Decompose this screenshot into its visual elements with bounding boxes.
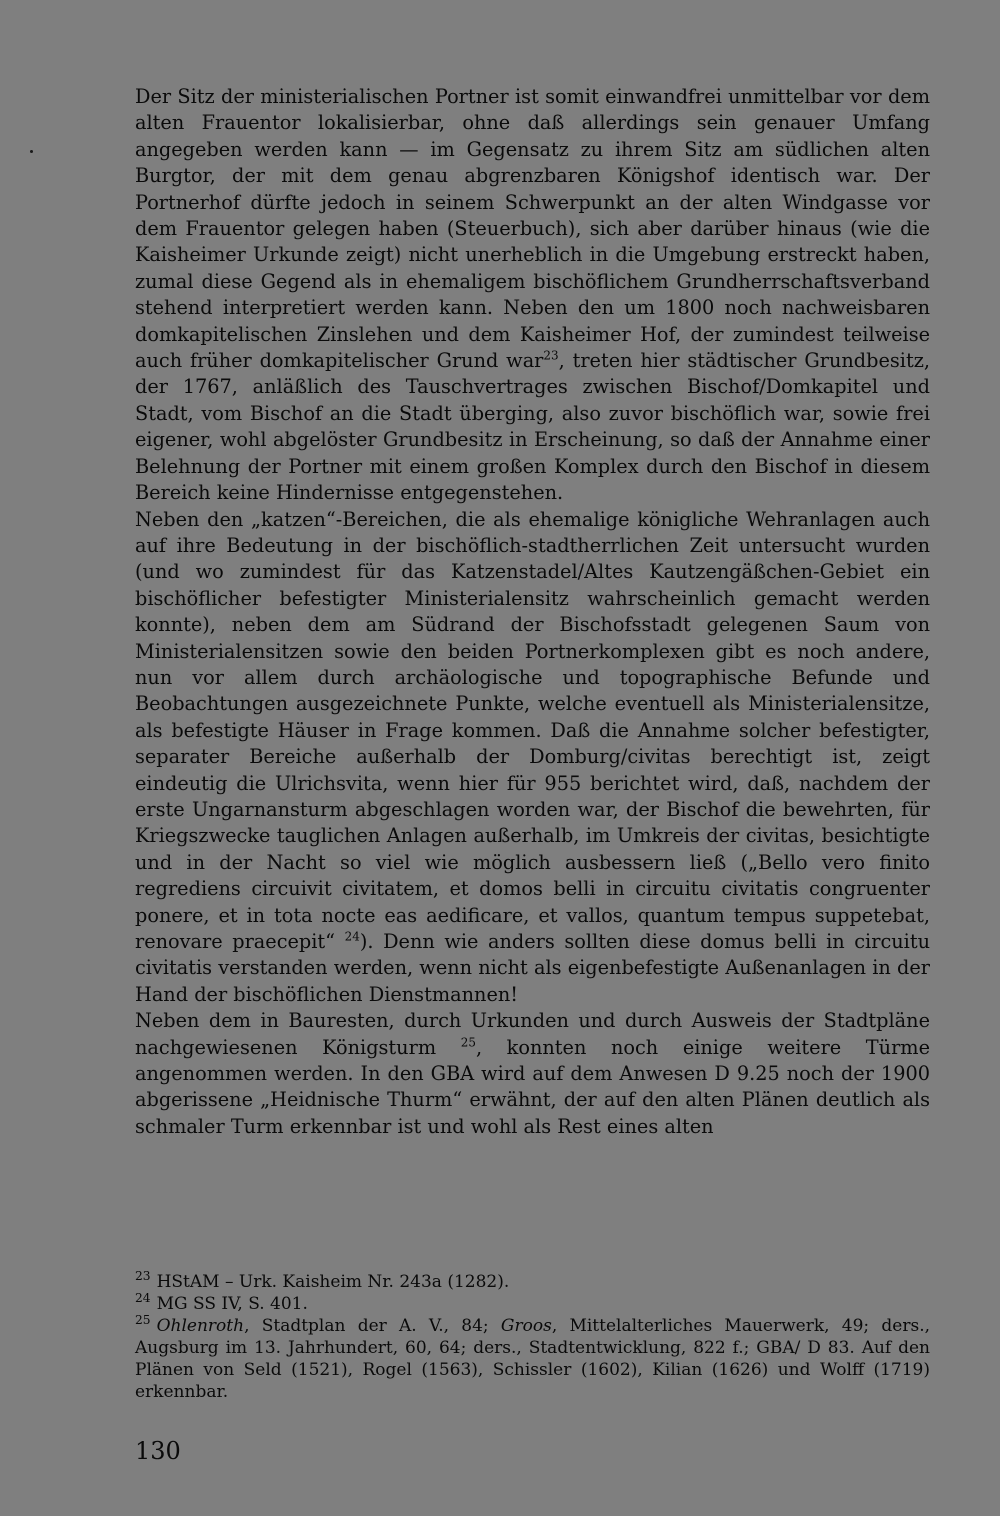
- paragraph-1-continuation: , treten hier städtischer Grundbesitz, der 1767, anläßlich des Tauschvertrages zwischen Bischof/Domkapitel und Stadt, vom Bischof an die Stadt überging, also zuvor bischöflich war, sowie frei eigener, wohl abgelöster Grundbesitz in Erscheinung, so daß der Annahme einer Belehnung der Portner mit einem großen Komplex durch den Bischof in diesem Bereich keine Hindernisse entgegenstehen.: [135, 349, 930, 505]
- paragraph-2: [135, 507, 930, 1009]
- footnote-ref-24: 24: [344, 929, 360, 944]
- footnote-number: 23: [135, 1269, 151, 1284]
- paragraph-2-text: Neben den „katzen“-Bereichen, die als ehemalige königliche Wehranlagen auch auf ihre Bedeutung in der bischöflich-stadtherrlichen Zeit untersucht wurden (und wo zumindest für das Katzenstadel/Altes Kautzengäßchen-Gebiet ein bischöflicher befestigter Ministerialensitz wahrscheinlich gemacht werden konnte), neben dem am Südrand der Bischofsstadt gelegenen Saum von Ministerialensitzen sowie den beiden Portnerkomplexen gibt es noch andere, nun vor allem durch archäologische und topographische Befunde und Beobachtungen ausgezeichnete Punkte, welche eventuell als Ministerialensitze, als befestigte Häuser in Frage kommen. Daß die Annahme solcher befestigter, separater Bereiche außerhalb der Domburg/civitas berechtigt ist, zeigt eindeutig die Ulrichsvita, wenn hier für 955 berichtet wird, daß, nachdem der erste Ungarnansturm abgeschlagen worden war, der Bischof die bewehrten, für Kriegszwecke tauglichen Anlagen außerhalb, im Umkreis der civitas, besichtigte und in der Nacht so viel wie möglich ausbessern ließ („Bello vero finito regrediens circuivit civitatem, et domos belli in circuitu civitatis congruenter ponere, et in tota nocte eas aedificare, et vallos, quantum tempus suppetebat, renovare praecepit“: [135, 507, 930, 953]
- paragraph-3: [135, 1008, 930, 1140]
- scan-speck: [30, 150, 33, 153]
- footnote-text: HStAM – Urk. Kaisheim Nr. 243a (1282).: [156, 1272, 510, 1292]
- paragraph-3-continuation: , konnten noch einige weitere Türme angenommen werden. In den GBA wird auf dem Anwesen D 9.25 noch der 1900 abgerissene „Heidnische Thurm“ erwähnt, der auf den alten Plänen deutlich als schmaler Turm erkennbar ist und wohl als Rest eines alten: [135, 1035, 930, 1138]
- paragraph-2-continuation: ). Denn wie anders sollten diese domus belli in circuitu civitatis verstanden werden, wenn nicht als eigenbefestigte Außenanlagen in der Hand der bischöflichen Dienstmannen!: [135, 930, 930, 1006]
- footnote-author: Ohlenroth: [156, 1316, 245, 1336]
- footnote-ref-25: 25: [460, 1035, 476, 1050]
- page-number: 130: [135, 1437, 181, 1465]
- footnote-text: , Mittelalterliches Mauerwerk, 49; ders., Augsburg im 13. Jahrhundert, 60, 64; ders., Stadtentwicklung, 822 f.; GBA/ D 83. Auf den Plänen von Seld (1521), Rogel (1563), Schissler (1602), Kilian (1626) und Wolff (1719) erkennbar.: [135, 1316, 931, 1402]
- footnote-ref-23: 23: [543, 348, 559, 363]
- footnote-24: [135, 1293, 930, 1315]
- paragraph-1: [135, 84, 930, 507]
- footnotes: [135, 1271, 930, 1403]
- footnote-23: [135, 1271, 930, 1293]
- footnote-text: MG SS IV, S. 401.: [156, 1294, 308, 1314]
- paragraph-3-text: Neben dem in Bauresten, durch Urkunden und durch Ausweis der Stadtpläne nachgewiesenen Königsturm: [135, 1009, 930, 1059]
- footnote-author: Groos: [500, 1316, 552, 1336]
- main-text: [135, 84, 930, 1140]
- footnote-number: 24: [135, 1291, 151, 1306]
- footnote-number: 25: [135, 1313, 151, 1328]
- footnote-text: , Stadtplan der A. V., 84;: [244, 1316, 501, 1336]
- paragraph-1-text: Der Sitz der ministerialischen Portner ist somit einwandfrei unmittelbar vor dem alten Frauentor lokalisierbar, ohne daß allerdings sein genauer Umfang angegeben werden kann — im Gegensatz zu ihrem Sitz am südlichen alten Burgtor, der mit dem genau abgrenzbaren Königshof identisch war. Der Portnerhof dürfte jedoch in seinem Schwerpunkt an der alten Windgasse vor dem Frauentor gelegen haben (Steuerbuch), sich aber darüber hinaus (wie die Kaisheimer Urkunde zeigt) nicht unerheblich in die Umgebung erstreckt haben, zumal diese Gegend als in ehemaligem bischöflichem Grundherrschaftsverband stehend interpretiert werden kann. Neben den um 1800 noch nachweisbaren domkapitelischen Zinslehen und dem Kaisheimer Hof, der zumindest teilweise auch früher domkapitelischer Grund war: [135, 85, 930, 373]
- footnote-25: [135, 1315, 930, 1403]
